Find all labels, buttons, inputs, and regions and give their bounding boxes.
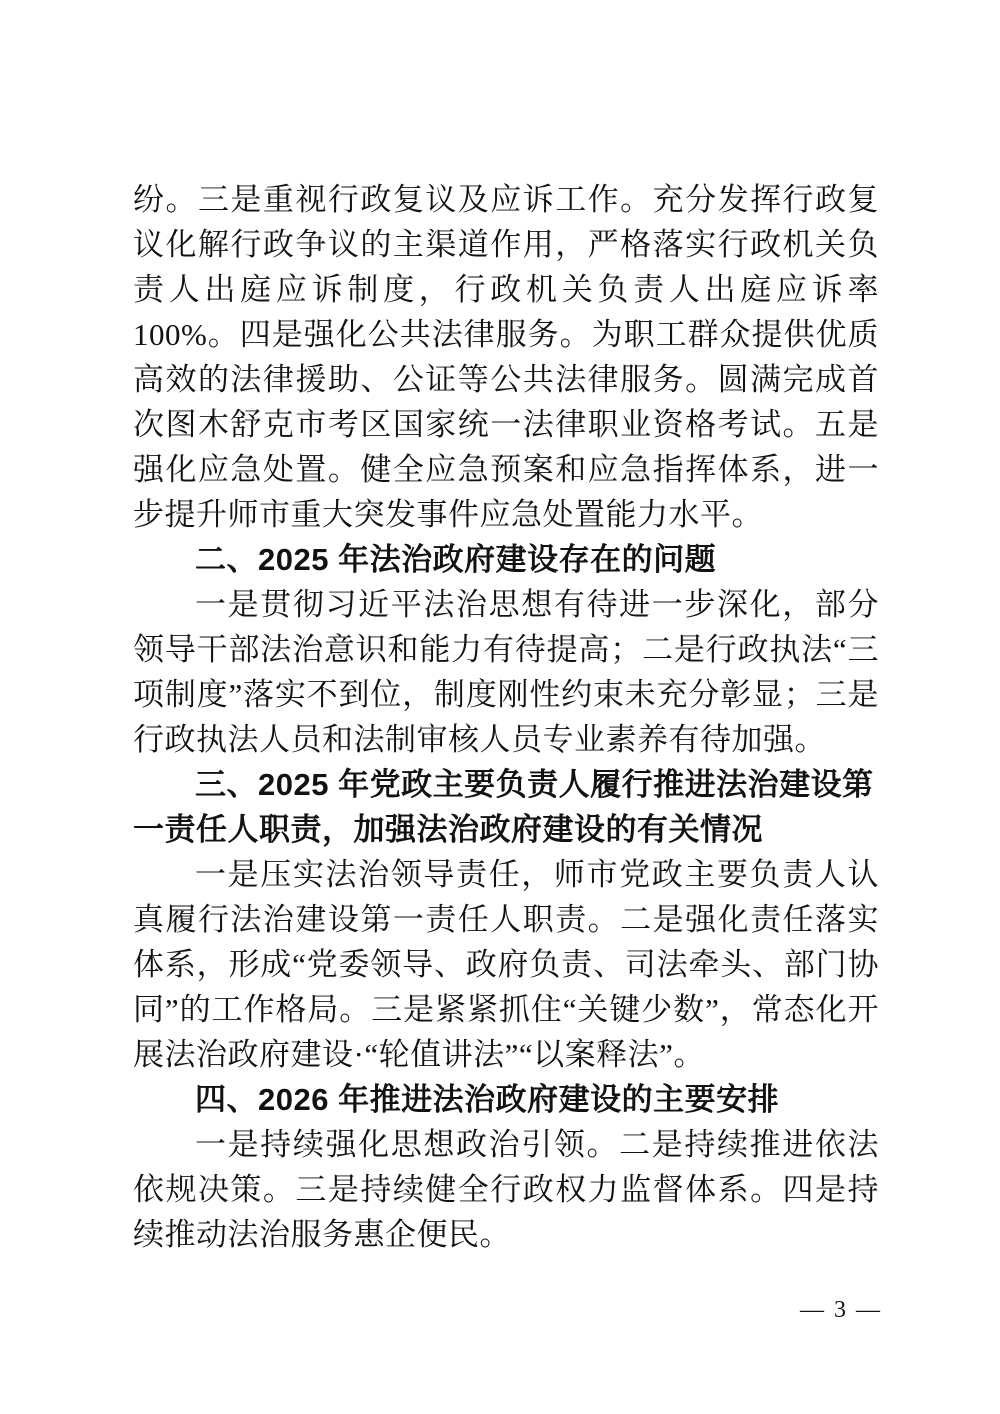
paragraph-problems: 一是贯彻习近平法治思想有待进一步深化，部分领导干部法治意识和能力有待提高；二是行政执法“三项制度”落实不到位，制度刚性约束未充分彰显；三是行政执法人员和法制审核人员专业素养有待加强。 [133,587,879,757]
document-body [133,177,879,1257]
paragraph-continued-from-previous-page: 纷。三是重视行政复议及应诉工作。充分发挥行政复议化解行政争议的主渠道作用，严格落实行政机关负责人出庭应诉制度，行政机关负责人出庭应诉率 100%。四是强化公共法律服务。为职工群众提供优质高效的法律援助、公证等公共法律服务。圆满完成首次图木舒克市考区国家统一法律职业资格考试。五是强化应急处置。健全应急预案和应急指挥体系，进一步提升师市重大突发事件应急处置能力水平。 [133,182,879,532]
paragraph-plans: 一是持续强化思想政治引领。二是持续推进依法依规决策。三是持续健全行政权力监督体系。四是持续推动法治服务惠企便民。 [133,1127,879,1252]
section-heading-3: 三、2025 年党政主要负责人履行推进法治建设第一责任人职责，加强法治政府建设的有关情况 [133,767,874,847]
section-heading-2: 二、2025 年法治政府建设存在的问题 [195,542,717,577]
section-heading-4: 四、2026 年推进法治政府建设的主要安排 [195,1082,780,1117]
page-number: — 3 — [800,1297,882,1323]
paragraph-responsibility: 一是压实法治领导责任，师市党政主要负责人认真履行法治建设第一责任人职责。二是强化责任落实体系，形成“党委领导、政府负责、司法牵头、部门协同”的工作格局。三是紧紧抓住“关键少数”，常态化开展法治政府建设·“轮值讲法”“以案释法”。 [133,857,879,1072]
